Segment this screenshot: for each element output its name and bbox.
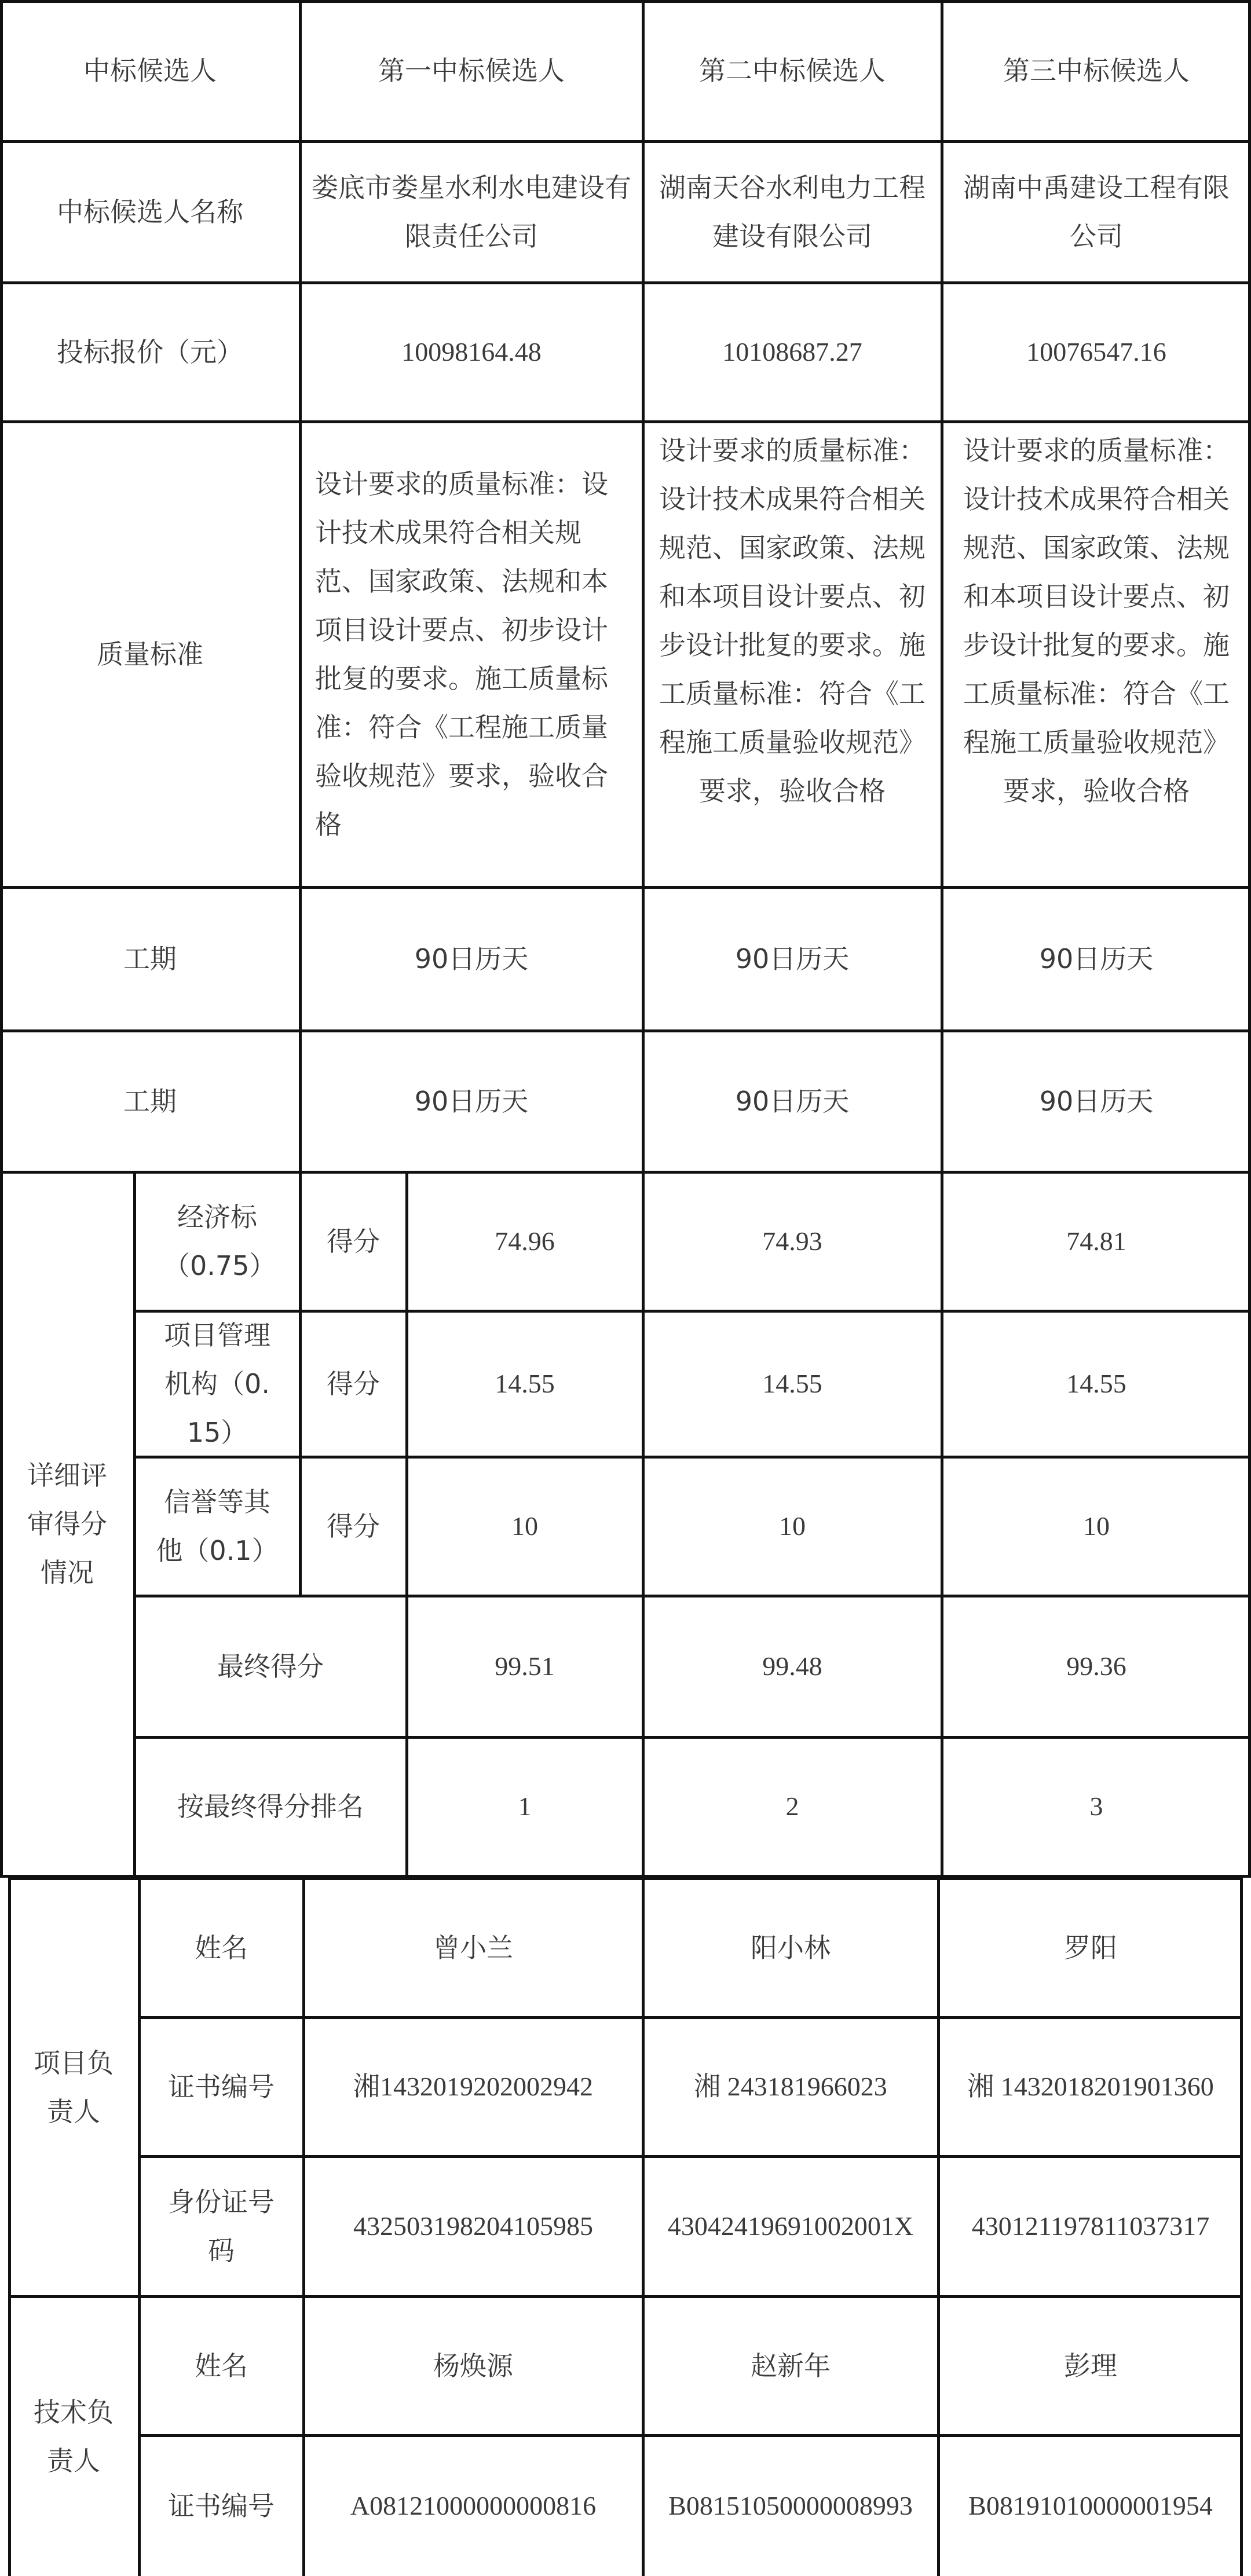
grid-line xyxy=(302,1877,305,2576)
scoring-economic-label: 经济标（0.75） xyxy=(163,1201,276,1281)
grid-line xyxy=(8,2295,1243,2298)
final-score-second: 99.48 xyxy=(762,1651,822,1681)
tm-name-label: 姓名 xyxy=(195,2350,248,2381)
grid-line xyxy=(299,0,302,1172)
pm-cert-third: 湘 1432018201901360 xyxy=(967,2072,1214,2101)
scoring-management-label: 项目管理机构（0.15） xyxy=(164,1320,270,1448)
scoring-economic-second: 74.93 xyxy=(762,1226,822,1256)
grid-line xyxy=(0,0,3,1878)
tm-cert-label: 证书编号 xyxy=(168,2490,275,2522)
final-score-label: 最终得分 xyxy=(217,1651,324,1682)
scoring-reputation-sub: 得分 xyxy=(327,1511,380,1542)
scoring-management-sub: 得分 xyxy=(327,1368,380,1399)
tm-cert-first: A08121000000000816 xyxy=(350,2490,597,2520)
quality-row-label: 质量标准 xyxy=(97,639,203,670)
header-label-cell: 中标候选人 xyxy=(83,55,217,86)
pm-cert-second: 湘 243181966023 xyxy=(694,2072,887,2101)
period-first-candidate: 90日历天 xyxy=(414,943,529,974)
grid-line xyxy=(1240,1877,1243,2576)
grid-line xyxy=(0,1029,1251,1032)
period-row-label-repeat: 工期 xyxy=(123,1086,177,1117)
scoring-management-second: 14.55 xyxy=(762,1369,822,1398)
scoring-group-label: 详细评审得分情况 xyxy=(27,1460,107,1588)
price-second-candidate: 10108687.27 xyxy=(722,337,862,367)
project-manager-group-label: 项目负责人 xyxy=(34,2047,114,2127)
name-third-candidate: 湖南中禹建设工程有限公司 xyxy=(963,172,1230,252)
tm-cert-second: B08151050000008993 xyxy=(668,2490,913,2520)
tm-name-third: 彭理 xyxy=(1064,2350,1117,2381)
grid-line xyxy=(134,1736,1251,1739)
price-first-candidate: 10098164.48 xyxy=(401,337,542,367)
grid-line xyxy=(0,281,1251,284)
pm-cert-first: 湘1432019202002942 xyxy=(353,2072,593,2101)
grid-line xyxy=(642,0,645,1878)
rank-first: 1 xyxy=(518,1791,532,1821)
grid-line xyxy=(0,140,1251,143)
grid-line xyxy=(134,1595,1251,1597)
grid-line xyxy=(1248,0,1251,1878)
scoring-reputation-second: 10 xyxy=(779,1511,806,1541)
rank-third: 3 xyxy=(1089,1791,1103,1821)
header-first-candidate: 第一中标候选人 xyxy=(378,55,565,86)
pm-cert-label: 证书编号 xyxy=(168,2071,275,2102)
pm-id-first: 432503198204105985 xyxy=(353,2211,593,2241)
scoring-management-first: 14.55 xyxy=(495,1369,555,1398)
grid-line xyxy=(642,1877,645,2576)
grid-line xyxy=(0,1171,1251,1174)
pm-name-second: 阳小林 xyxy=(751,1932,831,1963)
period-third-candidate: 90日历天 xyxy=(1039,943,1154,974)
grid-line xyxy=(134,1456,1251,1459)
tm-cert-third: B08191010000001954 xyxy=(968,2490,1213,2520)
rank-label: 按最终得分排名 xyxy=(177,1791,364,1822)
pm-id-second: 43042419691002001X xyxy=(667,2211,914,2241)
pm-id-label: 身份证号码 xyxy=(168,2186,275,2266)
tm-name-second: 赵新年 xyxy=(751,2350,831,2381)
quality-second-candidate: 设计要求的质量标准：设计技术成果符合相关规范、国家政策、法规和本项目设计要点、初步设计批复的要求。施工质量标准：符合《工程施工质量验收规范》要求，验收合格 xyxy=(659,435,926,807)
period-third-candidate-repeat: 90日历天 xyxy=(1039,1086,1154,1117)
scoring-reputation-label: 信誉等其他（0.1） xyxy=(156,1486,279,1566)
tech-manager-group-label: 技术负责人 xyxy=(34,2396,114,2476)
grid-line xyxy=(0,420,1251,423)
header-second-candidate: 第二中标候选人 xyxy=(699,55,886,86)
grid-line xyxy=(405,1171,408,1878)
period-first-candidate-repeat: 90日历天 xyxy=(414,1086,529,1117)
name-second-candidate: 湖南天谷水利电力工程建设有限公司 xyxy=(659,172,926,252)
period-second-candidate-repeat: 90日历天 xyxy=(735,1086,850,1117)
grid-line xyxy=(0,886,1251,889)
quality-first-candidate: 设计要求的质量标准：设计技术成果符合相关规范、国家政策、法规和本项目设计要点、初步设计批复的要求。施工质量标准：符合《工程施工质量验收规范》要求，验收合格 xyxy=(315,468,608,840)
rank-second: 2 xyxy=(785,1791,799,1821)
grid-line xyxy=(937,1877,940,2576)
scoring-economic-sub: 得分 xyxy=(327,1226,380,1257)
final-score-third: 99.36 xyxy=(1066,1651,1126,1681)
name-first-candidate: 娄底市娄星水利水电建设有限责任公司 xyxy=(312,172,631,252)
grid-line xyxy=(0,0,1251,3)
scoring-economic-first: 74.96 xyxy=(495,1226,555,1256)
pm-name-label: 姓名 xyxy=(195,1932,248,1963)
scoring-reputation-first: 10 xyxy=(511,1511,538,1541)
grid-line xyxy=(133,1171,136,1878)
final-score-first: 99.51 xyxy=(495,1651,555,1681)
grid-line xyxy=(8,1877,1243,1880)
tm-name-first: 杨焕源 xyxy=(433,2350,513,2381)
grid-line xyxy=(941,0,943,1878)
pm-name-first: 曾小兰 xyxy=(433,1932,513,1963)
name-row-label: 中标候选人名称 xyxy=(57,196,243,228)
period-row-label: 工期 xyxy=(123,943,177,974)
pm-name-third: 罗阳 xyxy=(1064,1932,1117,1963)
scoring-reputation-third: 10 xyxy=(1083,1511,1110,1541)
quality-third-candidate: 设计要求的质量标准：设计技术成果符合相关规范、国家政策、法规和本项目设计要点、初步设计批复的要求。施工质量标准：符合《工程施工质量验收规范》要求，验收合格 xyxy=(963,435,1230,807)
price-third-candidate: 10076547.16 xyxy=(1026,337,1166,367)
price-row-label: 投标报价（元） xyxy=(57,336,243,368)
scoring-management-third: 14.55 xyxy=(1066,1369,1126,1398)
grid-line xyxy=(138,1877,141,2576)
grid-line xyxy=(299,1171,302,1596)
header-third-candidate: 第三中标候选人 xyxy=(1003,55,1190,86)
grid-line xyxy=(8,1877,11,2576)
grid-line xyxy=(134,1310,1251,1313)
period-second-candidate: 90日历天 xyxy=(735,943,850,974)
scoring-economic-third: 74.81 xyxy=(1066,1226,1126,1256)
pm-id-third: 430121197811037317 xyxy=(971,2211,1210,2241)
